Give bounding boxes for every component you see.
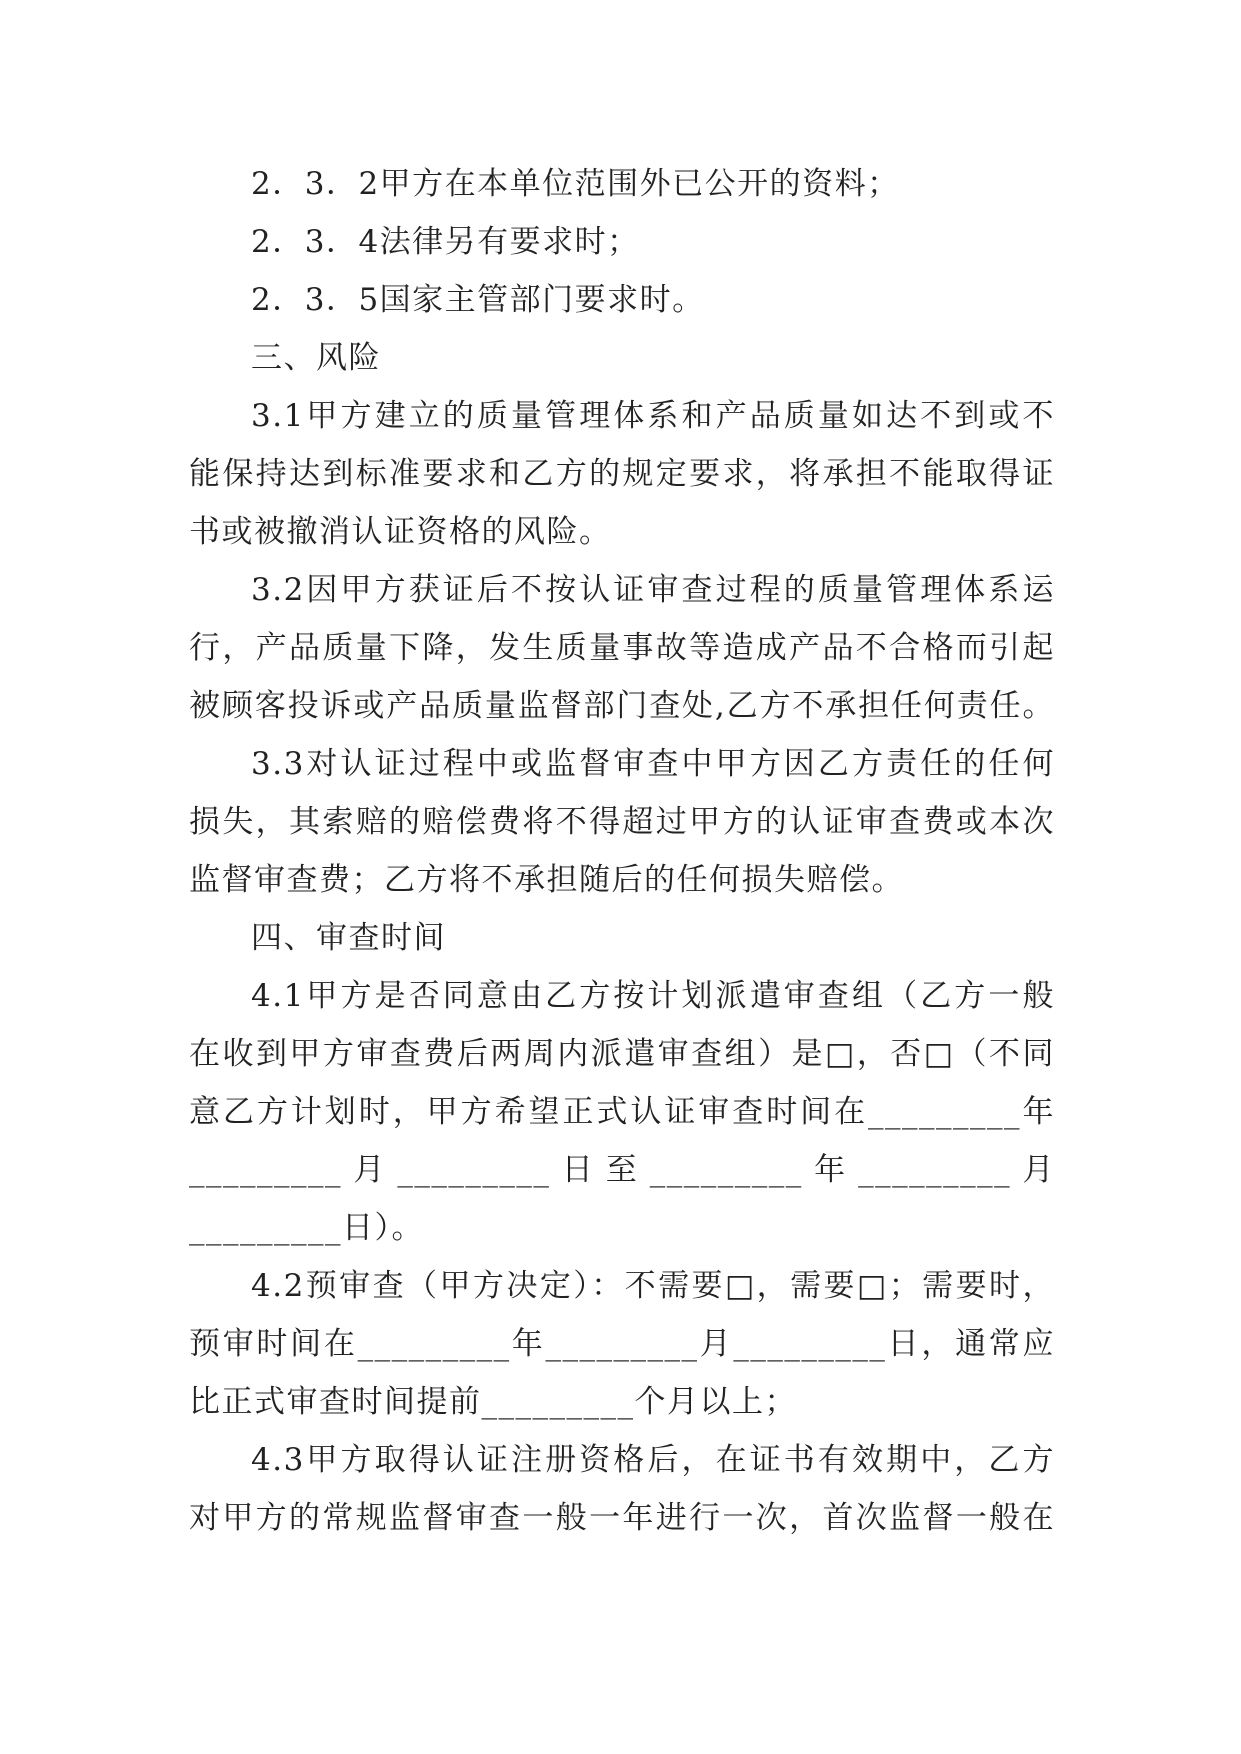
text-line: 4.1甲方是否同意由乙方按计划派遣审查组（乙方一般 xyxy=(251,978,1055,1014)
text-line: 2．3．4法律另有要求时； xyxy=(251,224,640,260)
text-line: 四、审查时间 xyxy=(251,920,446,956)
text-line: 对甲方的常规监督审查一般一年进行一次，首次监督一般在 xyxy=(189,1500,1055,1536)
text-line: 监督审查费；乙方将不承担随后的任何损失赔偿。 xyxy=(189,862,904,898)
text-line: 三、风险 xyxy=(251,340,381,376)
text-line: 被顾客投诉或产品质量监督部门查处,乙方不承担任何责任。 xyxy=(189,688,1055,724)
text-line: 4.3甲方取得认证注册资格后，在证书有效期中，乙方 xyxy=(251,1442,1055,1478)
text-line: 意乙方计划时，甲方希望正式认证审查时间在_________年 xyxy=(189,1094,1055,1130)
text-line: 4.2预审查（甲方决定）：不需要□，需要□；需要时， xyxy=(251,1268,1055,1304)
text-line: 损失，其索赔的赔偿费将不得超过甲方的认证审查费或本次 xyxy=(189,804,1055,840)
text-line: 2．3．5国家主管部门要求时。 xyxy=(251,282,705,318)
text-line: 在收到甲方审查费后两周内派遣审查组）是□，否□（不同 xyxy=(189,1036,1055,1072)
text-line: 3.1甲方建立的质量管理体系和产品质量如达不到或不 xyxy=(251,398,1055,434)
document-body xyxy=(189,155,1055,1547)
text-line: 3.2因甲方获证后不按认证审查过程的质量管理体系运 xyxy=(251,572,1055,608)
text-line: 书或被撤消认证资格的风险。 xyxy=(189,514,612,550)
text-line: 行，产品质量下降，发生质量事故等造成产品不合格而引起 xyxy=(189,630,1055,666)
text-line: 预审时间在_________年_________月_________日，通常应 xyxy=(189,1326,1055,1362)
text-line: 能保持达到标准要求和乙方的规定要求，将承担不能取得证 xyxy=(189,456,1055,492)
text-line: _________日）。 xyxy=(189,1210,424,1246)
text-line: 2．3．2甲方在本单位范围外已公开的资料； xyxy=(251,166,900,202)
text-line: 比正式审查时间提前_________个月以上； xyxy=(189,1384,797,1420)
text-line: _________ 月 _________ 日 至 _________ 年 _________ 月 xyxy=(189,1152,1055,1188)
text-line: 3.3对认证过程中或监督审查中甲方因乙方责任的任何 xyxy=(251,746,1055,782)
